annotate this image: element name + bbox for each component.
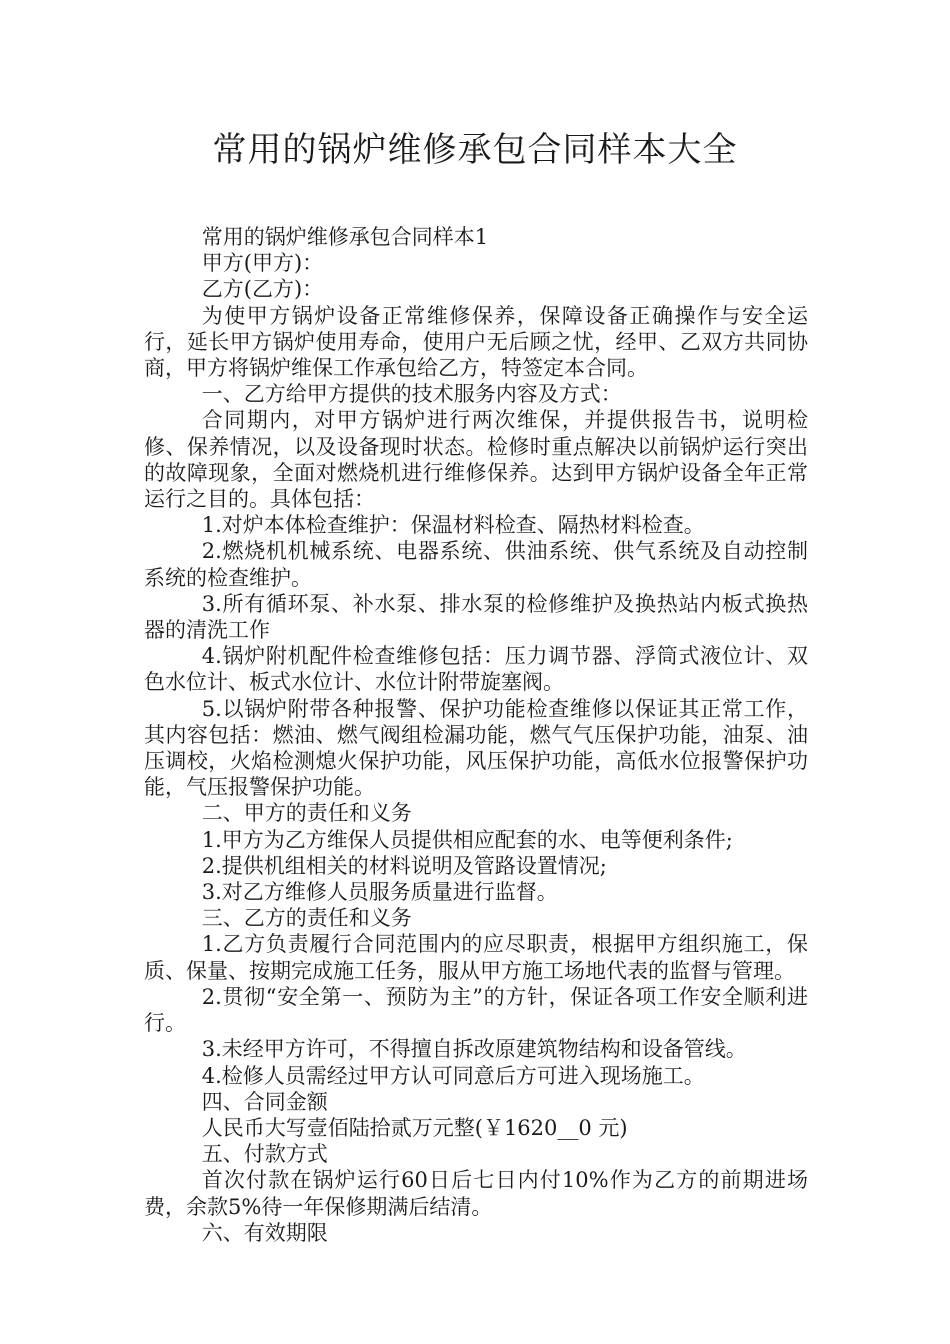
section-heading: 三、乙方的责任和义务 (201, 906, 412, 931)
paragraph: 乙方(乙方)： (201, 277, 324, 302)
section-heading: 六、有效期限 (201, 1220, 328, 1245)
list-item: 3.对乙方维修人员服务质量进行监督。 (201, 880, 558, 905)
paragraph: 常用的锅炉维修承包合同样本1 (201, 225, 489, 249)
list-item: 2.提供机组相关的材料说明及管路设置情况; (201, 853, 607, 878)
list-item: 2.贯彻“安全第一、预防为主”的方针，保证各项工作安全顺利进行。 (144, 984, 808, 1036)
paragraph: 甲方(甲方)： (201, 251, 324, 276)
section-heading: 一、乙方给甲方提供的技术服务内容及方式： (201, 382, 622, 407)
list-item: 1.甲方为乙方维保人员提供相应配套的水、电等便利条件; (201, 827, 733, 852)
paragraph: 首次付款在锅炉运行60日后七日内付10%作为乙方的前期进场费，余款5%待一年保修期满后结清。 (144, 1168, 808, 1219)
paragraph: 合同期内，对甲方锅炉进行两次维保，并提供报告书，说明检修、保养情况，以及设备现时状态。检修时重点解决以前锅炉运行突出的故障现象，全面对燃烧机进行维修保养。达到甲方锅炉设备全年正常运行之目的。具体包括： (144, 408, 808, 512)
document-body (144, 224, 808, 1246)
list-item: 1.对炉本体检查维护：保温材料检查、隔热材料检查。 (201, 513, 705, 538)
list-item: 4.锅炉附机配件检查维修包括：压力调节器、浮筒式液位计、双色水位计、板式水位计、水位计附带旋塞阀。 (144, 644, 808, 695)
list-item: 1.乙方负责履行合同范围内的应尽职责，根据甲方组织施工，保质、保量、按期完成施工任务，服从甲方施工场地代表的监督与管理。 (144, 932, 808, 983)
list-item: 4.检修人员需经过甲方认可同意后方可进入现场施工。 (201, 1063, 705, 1088)
document-title: 常用的锅炉维修承包合同样本大全 (212, 130, 738, 170)
list-item: 3.所有循环泵、补水泵、排水泵的检修维护及换热站内板式换热器的清洗工作 (144, 591, 808, 643)
paragraph: 为使甲方锅炉设备正常维修保养，保障设备正确操作与安全运行，延长甲方锅炉使用寿命，使用户无后顾之忧，经甲、乙双方共同协商，甲方将锅炉维保工作承包给乙方，特签定本合同。 (144, 303, 808, 381)
list-item: 5.以锅炉附带各种报警、保护功能检查维修以保证其正常工作，其内容包括：燃油、燃气阀组检漏功能，燃气气压保护功能，油泵、油压调校，火焰检测熄火保护功能，风压保护功能，高低水位报警保护功能，气压报警保护功能。 (144, 696, 808, 800)
section-heading: 二、甲方的责任和义务 (201, 801, 412, 826)
paragraph: 人民币大写壹佰陆拾贰万元整(￥1620__0 元) (201, 1115, 628, 1140)
list-item: 2.燃烧机机械系统、电器系统、供油系统、供气系统及自动控制系统的检查维护。 (144, 539, 808, 590)
section-heading: 四、合同金额 (201, 1089, 328, 1114)
list-item: 3.未经甲方许可，不得擅自拆改原建筑物结构和设备管线。 (201, 1037, 747, 1062)
section-heading: 五、付款方式 (201, 1142, 328, 1167)
